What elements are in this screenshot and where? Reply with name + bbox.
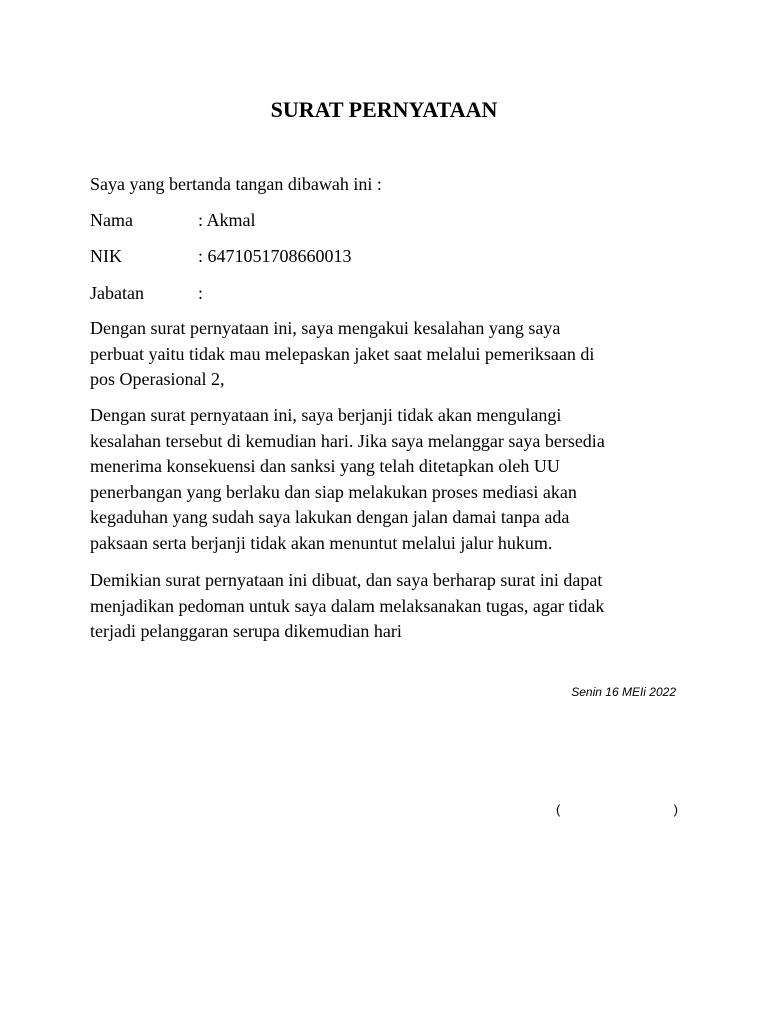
field-nik-value: : 6471051708660013: [198, 246, 352, 266]
paragraph-line: Demikian surat pernyataan ini dibuat, dan saya berharap surat ini dapat: [90, 570, 603, 590]
field-nik-label: NIK: [90, 246, 122, 266]
paragraph-confession: [90, 316, 690, 393]
signature-close-paren: ): [673, 802, 678, 817]
field-jabatan: [90, 281, 203, 305]
field-nama: [90, 208, 256, 232]
paragraph-closing: [90, 568, 690, 645]
document-title: SURAT PERNYATAAN: [270, 97, 498, 122]
field-nama-label: Nama: [90, 210, 133, 230]
paragraph-promise: [90, 403, 690, 556]
paragraph-line: kegaduhan yang sudah saya lakukan dengan jalan damai tanpa ada: [90, 507, 570, 527]
paragraph-line: menjadikan pedoman untuk saya dalam melaksanakan tugas, agar tidak: [90, 595, 605, 616]
field-jabatan-value: :: [198, 283, 204, 303]
paragraph-line: kesalahan tersebut di kemudian hari. Jika saya melanggar saya bersedia: [90, 430, 605, 451]
paragraph-line: perbuat yaitu tidak mau melepaskan jaket saat melalui pemeriksaan di: [90, 343, 595, 364]
intro-text: Saya yang bertanda tangan dibawah ini :: [90, 174, 382, 194]
paragraph-line: Dengan surat pernyataan ini, saya berjanji tidak akan mengulangi: [90, 405, 562, 425]
signing-date: Senin 16 MEIi 2022: [571, 685, 676, 699]
field-jabatan-label: Jabatan: [90, 283, 144, 303]
paragraph-line: pos Operasional 2,: [90, 369, 225, 389]
paragraph-line: penerbangan yang berlaku dan siap melakukan proses mediasi akan: [90, 481, 577, 502]
field-nama-value: : Akmal: [198, 210, 256, 230]
field-nik: [90, 244, 352, 268]
paragraph-line: menerima konsekuensi dan sanksi yang telah ditetapkan oleh UU: [90, 456, 560, 476]
paragraph-line: terjadi pelanggaran serupa dikemudian hari: [90, 621, 402, 641]
paragraph-line: paksaan serta berjanji tidak akan menuntut melalui jalur hukum.: [90, 532, 553, 553]
paragraph-line: Dengan surat pernyataan ini, saya mengakui kesalahan yang saya: [90, 318, 561, 338]
signature-open-paren: (: [556, 802, 561, 817]
